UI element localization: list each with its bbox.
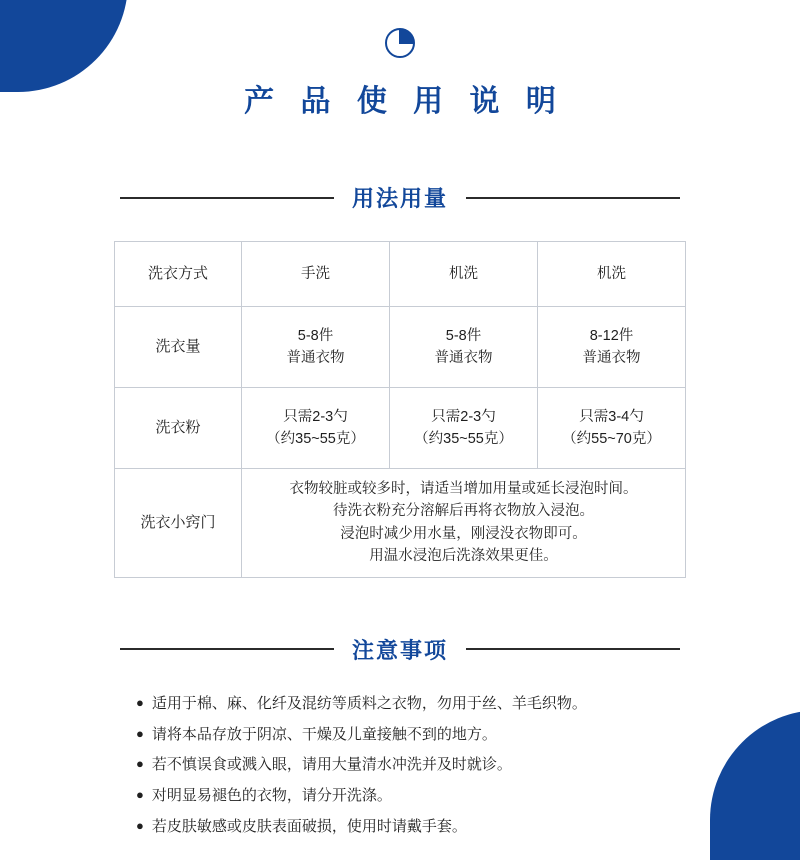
table-row — [115, 307, 686, 388]
table-cell — [242, 307, 390, 388]
tip-line: 衣物较脏或较多时，请适当增加用量或延长浸泡时间。 — [289, 481, 638, 497]
notice-section-heading — [120, 634, 680, 665]
table-row-header: 洗衣量 — [115, 307, 242, 388]
cell-line: 机洗 — [597, 265, 626, 282]
list-item — [136, 750, 686, 781]
cell-line: 普通衣物 — [582, 350, 641, 366]
table-row — [115, 242, 686, 307]
notice-list — [114, 689, 686, 843]
cell-line: （约55~70克） — [562, 431, 661, 447]
circle-quarter-icon — [385, 28, 415, 58]
table-cell — [242, 242, 390, 307]
table-cell — [390, 307, 538, 388]
cell-line: 只需2-3勺 — [431, 408, 496, 425]
table-cell — [538, 307, 686, 388]
tip-line: 用温水浸泡后洗涤效果更佳。 — [369, 548, 558, 565]
bullet-icon: ● — [136, 787, 144, 803]
cell-line: （约35~55克） — [266, 431, 365, 447]
list-item — [136, 689, 686, 720]
page-header — [0, 0, 800, 120]
list-item-text: 若皮肤敏感或皮肤表面破损，使用时请戴手套。 — [151, 817, 467, 835]
usage-table — [114, 241, 686, 578]
heading-rule-left — [120, 648, 334, 650]
tip-line: 浸泡时减少用水量，刚浸没衣物即可。 — [340, 525, 587, 542]
cell-line: 5-8件 — [297, 327, 334, 344]
table-cell — [390, 242, 538, 307]
list-item-text: 对明显易褪色的衣物，请分开洗涤。 — [151, 787, 392, 805]
heading-rule-left — [120, 197, 334, 199]
heading-rule-right — [466, 197, 680, 199]
table-row-header: 洗衣小窍门 — [115, 469, 242, 578]
list-item — [136, 720, 686, 751]
usage-section-heading — [120, 182, 680, 213]
cell-line: 只需3-4勺 — [579, 408, 644, 425]
usage-table-wrapper — [114, 241, 686, 578]
cell-line: 8-12件 — [589, 327, 634, 344]
heading-rule-right — [466, 648, 680, 650]
cell-line: （约35~55克） — [414, 431, 513, 447]
table-cell — [242, 388, 390, 469]
table-row-tips — [115, 469, 686, 578]
decorative-corner-bottom-right — [710, 710, 800, 860]
list-item-text: 若不慎误食或溅入眼，请用大量清水冲洗并及时就诊。 — [151, 756, 512, 774]
list-item — [136, 781, 686, 812]
table-row-header: 洗衣方式 — [115, 242, 242, 307]
list-item-text: 请将本品存放于阴凉、干燥及儿童接触不到的地方。 — [151, 725, 497, 743]
bullet-icon: ● — [136, 756, 144, 772]
table-cell — [538, 388, 686, 469]
bullet-icon: ● — [136, 817, 144, 833]
list-item-text: 适用于棉、麻、化纤及混纺等质料之衣物，勿用于丝、羊毛织物。 — [151, 694, 587, 712]
usage-heading-label: 用法用量 — [352, 186, 449, 211]
table-row-header: 洗衣粉 — [115, 388, 242, 469]
bullet-icon: ● — [136, 725, 144, 741]
bullet-icon: ● — [136, 694, 144, 710]
table-row — [115, 388, 686, 469]
cell-line: 5-8件 — [445, 327, 482, 344]
table-cell — [390, 388, 538, 469]
table-cell-tips — [242, 469, 686, 578]
cell-line: 普通衣物 — [434, 350, 493, 366]
table-cell — [538, 242, 686, 307]
cell-line: 机洗 — [449, 265, 478, 282]
cell-line: 普通衣物 — [286, 350, 345, 366]
cell-line: 手洗 — [301, 265, 330, 282]
tip-line: 待洗衣粉充分溶解后再将衣物放入浸泡。 — [333, 503, 594, 520]
page-title: 产 品 使 用 说 明 — [244, 85, 565, 118]
notice-heading-label: 注意事项 — [352, 637, 449, 663]
list-item — [136, 812, 686, 843]
cell-line: 只需2-3勺 — [283, 408, 348, 425]
